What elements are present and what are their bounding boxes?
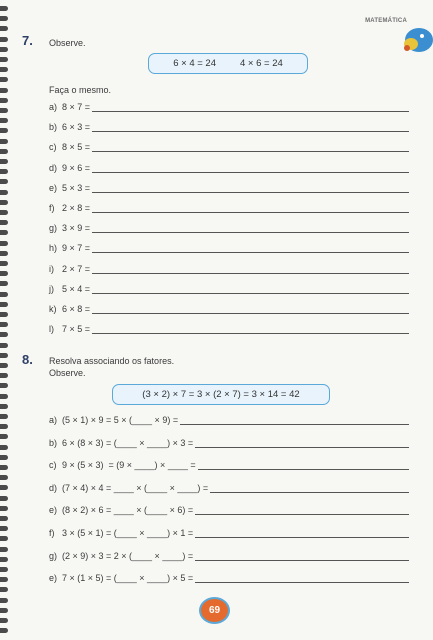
q7-exercise-row bbox=[49, 262, 409, 274]
exercise-label: a) bbox=[49, 102, 58, 112]
spiral-ring bbox=[0, 322, 8, 327]
question-7-example-box bbox=[148, 53, 308, 74]
spiral-ring bbox=[0, 230, 8, 235]
example-left: 6 × 4 = 24 bbox=[173, 58, 216, 69]
exercise-expression: 5 × 3 = bbox=[62, 182, 91, 193]
answer-line[interactable] bbox=[195, 573, 409, 583]
spiral-ring bbox=[0, 475, 8, 480]
spiral-ring bbox=[0, 77, 8, 82]
q7-exercise-row bbox=[49, 201, 409, 213]
spiral-ring bbox=[0, 394, 8, 399]
spiral-ring bbox=[0, 353, 8, 358]
exercise-expression: 8 × 7 = bbox=[62, 102, 91, 112]
q8-exercise-row bbox=[49, 571, 409, 583]
spiral-ring bbox=[0, 506, 8, 511]
spiral-ring bbox=[0, 628, 8, 633]
q8-exercise-row bbox=[49, 503, 409, 515]
answer-line[interactable] bbox=[92, 122, 409, 132]
exercise-expression: 7 × 5 = bbox=[62, 324, 91, 335]
spiral-ring bbox=[0, 220, 8, 225]
spiral-ring bbox=[0, 128, 8, 133]
question-7-subinstruction: Faça o mesmo. bbox=[49, 85, 112, 95]
spiral-ring bbox=[0, 108, 8, 113]
exercise-label: h) bbox=[49, 243, 58, 254]
q8-exercise-row bbox=[49, 413, 409, 425]
example-equation: (3 × 2) × 7 = 3 × (2 × 7) = 3 × 14 = 42 bbox=[142, 389, 300, 400]
exercise-label: c) bbox=[49, 142, 57, 153]
exercise-expression: (8 × 2) × 6 = ____ × (____ × 6) = bbox=[62, 505, 194, 516]
q7-exercise-row bbox=[49, 140, 409, 152]
answer-line[interactable] bbox=[195, 528, 409, 538]
exercise-expression: 2 × 7 = bbox=[62, 263, 91, 274]
question-8-instruction: Resolva associando os fatores. bbox=[49, 356, 175, 366]
spiral-ring bbox=[0, 37, 8, 42]
spiral-ring bbox=[0, 332, 8, 337]
answer-line[interactable] bbox=[92, 102, 409, 112]
spiral-ring bbox=[0, 567, 8, 572]
exercise-expression: 6 × (8 × 3) = (____ × ____) × 3 = bbox=[62, 437, 194, 448]
exercise-expression: 3 × 9 = bbox=[62, 223, 91, 234]
spiral-ring bbox=[0, 485, 8, 490]
spiral-ring bbox=[0, 261, 8, 266]
exercise-label: g) bbox=[49, 223, 58, 234]
exercise-label: b) bbox=[49, 437, 58, 448]
page-number-badge bbox=[199, 597, 230, 624]
answer-line[interactable] bbox=[195, 551, 409, 561]
exercise-expression: 9 × 6 = bbox=[62, 162, 91, 173]
spiral-ring bbox=[0, 271, 8, 276]
spiral-ring bbox=[0, 16, 8, 21]
q7-exercise-row bbox=[49, 302, 409, 314]
spiral-ring bbox=[0, 149, 8, 154]
spiral-ring bbox=[0, 251, 8, 256]
spiral-ring bbox=[0, 608, 8, 613]
spiral-ring bbox=[0, 118, 8, 123]
exercise-label: e) bbox=[49, 573, 58, 584]
spiral-ring bbox=[0, 598, 8, 603]
exercise-expression: 6 × 3 = bbox=[62, 122, 91, 133]
spiral-ring bbox=[0, 618, 8, 623]
spiral-ring bbox=[0, 26, 8, 31]
exercise-label: a) bbox=[49, 415, 58, 425]
spiral-ring bbox=[0, 496, 8, 501]
question-8-example-box bbox=[112, 384, 330, 405]
spiral-ring bbox=[0, 536, 8, 541]
q7-exercise-row bbox=[49, 120, 409, 132]
q7-exercise-row bbox=[49, 181, 409, 193]
spiral-ring bbox=[0, 57, 8, 62]
exercise-label: d) bbox=[49, 482, 58, 493]
q7-exercise-row bbox=[49, 221, 409, 233]
answer-line[interactable] bbox=[210, 483, 409, 493]
exercise-expression: 3 × (5 × 1) = (____ × ____) × 1 = bbox=[62, 528, 194, 538]
spiral-ring bbox=[0, 516, 8, 521]
exercise-label: i) bbox=[49, 263, 54, 274]
exercise-label: k) bbox=[49, 304, 57, 314]
spiral-ring bbox=[0, 6, 8, 11]
question-8-number: 8. bbox=[22, 352, 33, 367]
spiral-ring bbox=[0, 302, 8, 307]
spiral-ring bbox=[0, 47, 8, 52]
exercise-label: l) bbox=[49, 324, 54, 335]
q8-exercise-row bbox=[49, 481, 409, 493]
answer-line[interactable] bbox=[92, 304, 409, 314]
answer-line[interactable] bbox=[195, 438, 409, 448]
exercise-label: g) bbox=[49, 550, 58, 561]
exercise-expression: 9 × (5 × 3) = (9 × ____) × ____ = bbox=[62, 460, 196, 471]
spiral-ring bbox=[0, 465, 8, 470]
spiral-ring bbox=[0, 343, 8, 348]
q8-exercise-row bbox=[49, 436, 409, 448]
spiral-ring bbox=[0, 414, 8, 419]
spiral-ring bbox=[0, 526, 8, 531]
answer-line[interactable] bbox=[92, 223, 409, 233]
spiral-ring bbox=[0, 200, 8, 205]
question-7-instruction: Observe. bbox=[49, 38, 86, 48]
spiral-ring bbox=[0, 190, 8, 195]
q7-exercise-row bbox=[49, 100, 409, 112]
answer-line[interactable] bbox=[92, 243, 409, 253]
q7-exercise-row bbox=[49, 161, 409, 173]
spiral-ring bbox=[0, 179, 8, 184]
exercise-label: d) bbox=[49, 162, 58, 173]
answer-line[interactable] bbox=[92, 163, 409, 173]
page-number: 69 bbox=[208, 605, 221, 616]
exercise-label: f) bbox=[49, 203, 55, 213]
spiral-ring bbox=[0, 139, 8, 144]
exercise-label: e) bbox=[49, 182, 58, 193]
q8-exercise-row bbox=[49, 458, 409, 470]
q7-exercise-row bbox=[49, 322, 409, 334]
answer-line[interactable] bbox=[198, 460, 409, 470]
spiral-ring bbox=[0, 373, 8, 378]
answer-line[interactable] bbox=[92, 203, 409, 213]
exercise-expression: 6 × 8 = bbox=[62, 304, 91, 314]
answer-line[interactable] bbox=[180, 415, 409, 425]
spiral-ring bbox=[0, 88, 8, 93]
answer-line[interactable] bbox=[92, 284, 409, 294]
subject-header: MATEMÁTICA bbox=[365, 18, 407, 24]
spiral-ring bbox=[0, 577, 8, 582]
spiral-ring bbox=[0, 404, 8, 409]
answer-line[interactable] bbox=[195, 505, 409, 515]
answer-line[interactable] bbox=[92, 264, 409, 274]
spiral-ring bbox=[0, 424, 8, 429]
spiral-ring bbox=[0, 281, 8, 286]
spiral-ring bbox=[0, 587, 8, 592]
exercise-label: b) bbox=[49, 122, 58, 133]
exercise-expression: (7 × 4) × 4 = ____ × (____ × ____) = bbox=[62, 482, 209, 493]
answer-line[interactable] bbox=[92, 324, 409, 334]
spiral-ring bbox=[0, 312, 8, 317]
answer-line[interactable] bbox=[92, 183, 409, 193]
spiral-ring bbox=[0, 159, 8, 164]
exercise-expression: 7 × (1 × 5) = (____ × ____) × 5 = bbox=[62, 573, 194, 584]
spiral-ring bbox=[0, 292, 8, 297]
spiral-ring bbox=[0, 67, 8, 72]
spiral-ring bbox=[0, 169, 8, 174]
example-right: 4 × 6 = 24 bbox=[240, 58, 283, 69]
answer-line[interactable] bbox=[92, 142, 409, 152]
spiral-ring bbox=[0, 455, 8, 460]
q7-exercise-row bbox=[49, 241, 409, 253]
exercise-expression: 2 × 8 = bbox=[62, 203, 91, 213]
mascot-illustration bbox=[389, 26, 433, 54]
question-8-observe: Observe. bbox=[49, 368, 86, 378]
q8-exercise-row bbox=[49, 526, 409, 538]
spiral-ring bbox=[0, 383, 8, 388]
spiral-ring bbox=[0, 363, 8, 368]
spiral-ring bbox=[0, 445, 8, 450]
exercise-expression: (5 × 1) × 9 = 5 × (____ × 9) = bbox=[62, 415, 179, 425]
spiral-ring bbox=[0, 98, 8, 103]
exercise-label: c) bbox=[49, 460, 57, 471]
question-7-number: 7. bbox=[22, 33, 33, 48]
exercise-label: e) bbox=[49, 505, 58, 516]
spiral-ring bbox=[0, 547, 8, 552]
q8-exercise-row bbox=[49, 549, 409, 561]
spiral-binding bbox=[0, 0, 12, 640]
exercise-expression: (2 × 9) × 3 = 2 × (____ × ____) = bbox=[62, 550, 194, 561]
spiral-ring bbox=[0, 434, 8, 439]
spiral-ring bbox=[0, 210, 8, 215]
q7-exercise-row bbox=[49, 282, 409, 294]
exercise-expression: 5 × 4 = bbox=[62, 283, 91, 294]
spiral-ring bbox=[0, 557, 8, 562]
exercise-label: f) bbox=[49, 528, 55, 538]
exercise-label: j) bbox=[49, 283, 54, 294]
spiral-ring bbox=[0, 241, 8, 246]
exercise-expression: 9 × 7 = bbox=[62, 243, 91, 254]
exercise-expression: 8 × 5 = bbox=[62, 142, 91, 153]
